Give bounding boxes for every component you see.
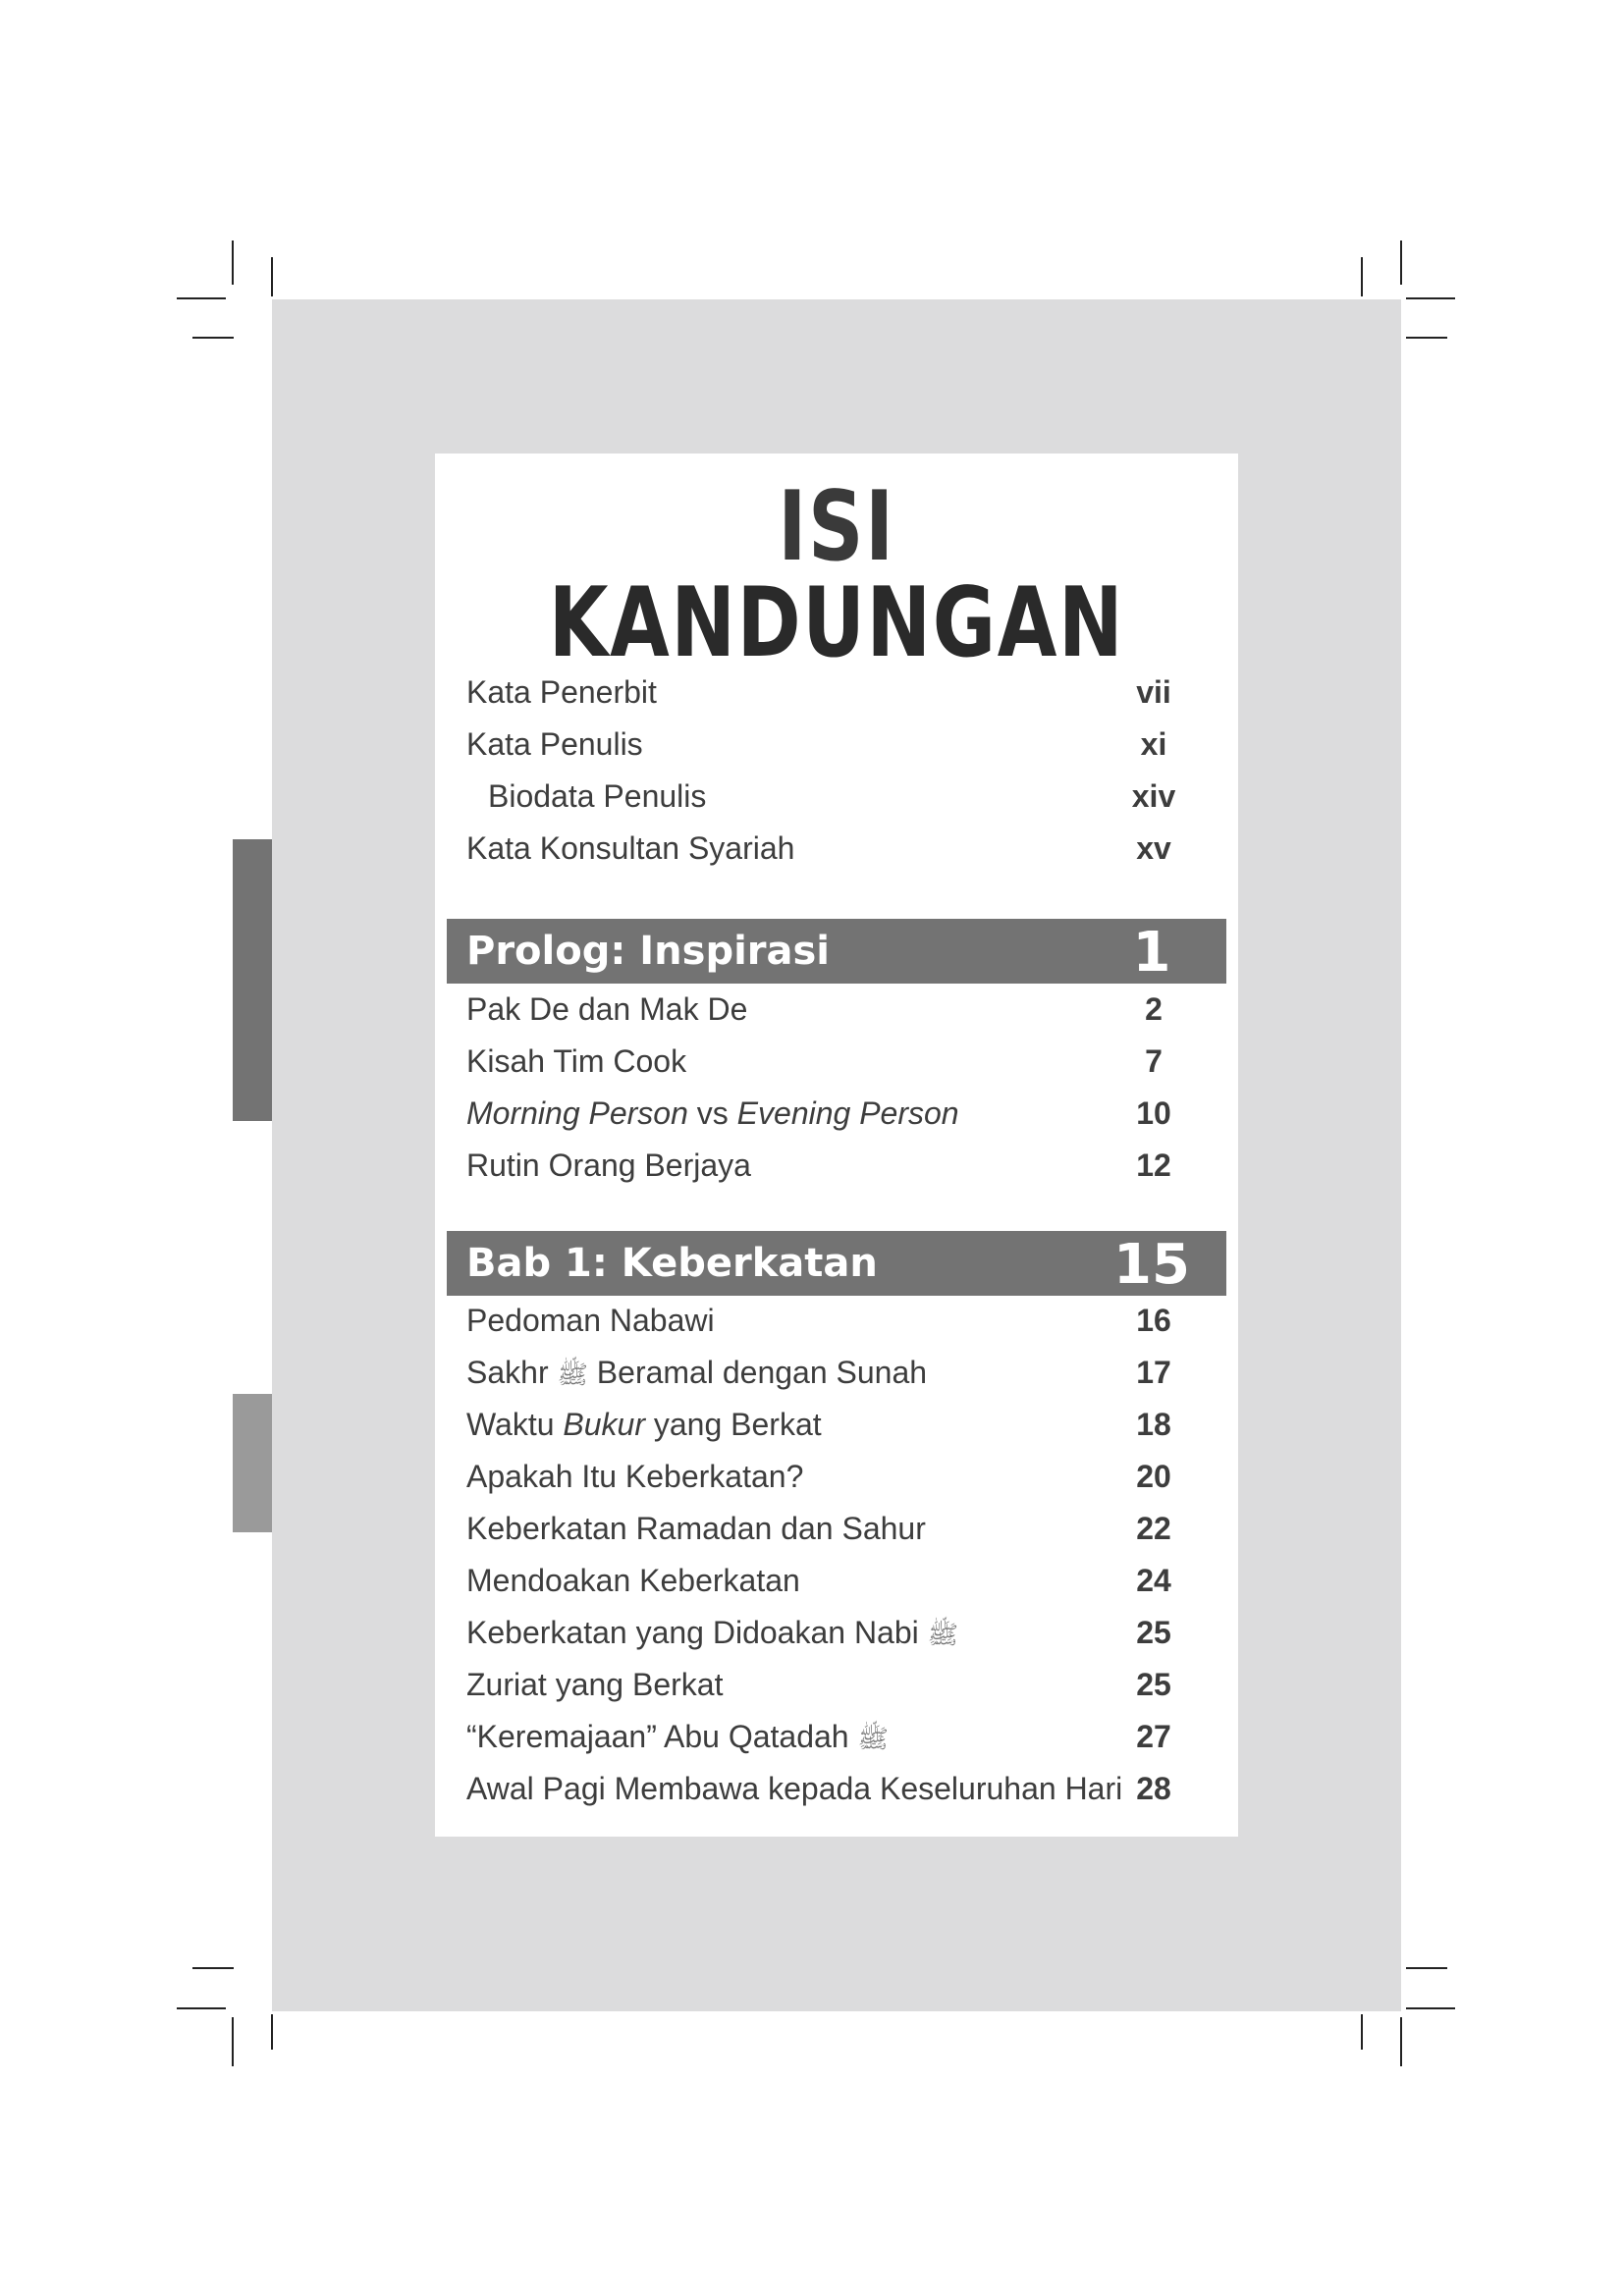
entry-page: 25 xyxy=(1136,1615,1171,1650)
toc-entry[interactable] xyxy=(466,667,1193,719)
section-page: 15 xyxy=(1113,1233,1190,1297)
crop-mark xyxy=(177,297,226,299)
entry-page: 22 xyxy=(1136,1511,1171,1546)
toc-entry[interactable] xyxy=(466,1295,1193,1347)
entry-label: Pedoman Nabawi xyxy=(466,1303,715,1338)
entry-label-italic: Morning Person xyxy=(466,1095,688,1131)
entry-page: 16 xyxy=(1136,1303,1171,1338)
entry-label: Zuriat yang Berkat xyxy=(466,1667,724,1702)
title-word: KANDUNGAN xyxy=(548,567,1125,679)
toc-entry[interactable] xyxy=(466,1503,1193,1555)
honorific-icon: ﷺ xyxy=(557,1361,588,1390)
entry-label-italic: Bukur xyxy=(563,1407,645,1442)
toc-entry[interactable] xyxy=(466,1451,1193,1503)
entry-label: Biodata Penulis xyxy=(488,778,707,814)
entry-label: Mendoakan Keberkatan xyxy=(466,1563,800,1598)
crop-mark xyxy=(1361,2014,1363,2050)
entry-label-text: Beramal dengan Sunah xyxy=(587,1355,928,1390)
crop-mark xyxy=(192,337,234,339)
crop-mark xyxy=(271,2014,273,2050)
entry-page: 7 xyxy=(1145,1043,1163,1079)
toc-entry[interactable] xyxy=(466,771,1193,823)
toc-entry[interactable] xyxy=(466,1347,1193,1399)
entry-label: Keberkatan Ramadan dan Sahur xyxy=(466,1511,926,1546)
entry-page: 25 xyxy=(1136,1667,1171,1702)
section-header[interactable] xyxy=(447,919,1226,984)
entry-page: 27 xyxy=(1136,1719,1171,1754)
crop-mark xyxy=(1400,240,1402,285)
section-title: Prolog: Inspirasi xyxy=(466,929,831,974)
toc-entry[interactable] xyxy=(466,1711,1193,1763)
toc-entry[interactable] xyxy=(466,1088,1193,1140)
thumb-tab xyxy=(233,839,272,1121)
honorific-icon: ﷺ xyxy=(927,1621,959,1650)
entry-label: Kata Konsultan Syariah xyxy=(466,830,795,866)
entry-label-text: vs xyxy=(687,1095,737,1131)
entry-label-text: yang Berkat xyxy=(644,1407,822,1442)
entry-label-text: Sakhr xyxy=(466,1355,558,1390)
crop-mark xyxy=(1406,2007,1455,2009)
entry-label xyxy=(466,1399,822,1451)
entry-page: 28 xyxy=(1136,1771,1171,1806)
section-header[interactable] xyxy=(447,1231,1226,1296)
entry-page: 12 xyxy=(1136,1148,1171,1183)
crop-mark xyxy=(177,2007,226,2009)
crop-mark xyxy=(232,240,234,285)
entry-label-text: “Keremajaan” Abu Qatadah xyxy=(466,1719,858,1754)
entry-label: Apakah Itu Keberkatan? xyxy=(466,1459,804,1494)
crop-mark xyxy=(232,2017,234,2066)
crop-mark xyxy=(1406,297,1455,299)
crop-mark xyxy=(1400,2017,1402,2066)
entry-label: Kata Penerbit xyxy=(466,674,657,710)
entry-page: 17 xyxy=(1136,1355,1171,1390)
entry-label xyxy=(466,1711,889,1766)
toc-entry[interactable] xyxy=(466,1659,1193,1711)
title-word: ISI xyxy=(778,471,895,583)
honorific-icon: ﷺ xyxy=(857,1725,889,1754)
toc-entry[interactable] xyxy=(466,1036,1193,1088)
entry-label xyxy=(466,1607,958,1662)
entry-label: Rutin Orang Berjaya xyxy=(466,1148,751,1183)
entry-page: xv xyxy=(1136,830,1171,866)
entry-label: Kisah Tim Cook xyxy=(466,1043,687,1079)
entry-label: Pak De dan Mak De xyxy=(466,991,748,1027)
section-title: Bab 1: Keberkatan xyxy=(466,1241,878,1286)
entry-page: 10 xyxy=(1136,1095,1171,1131)
toc-entry[interactable] xyxy=(466,1763,1193,1815)
toc-entry[interactable] xyxy=(466,823,1193,875)
thumb-tab xyxy=(233,1394,272,1532)
entry-label-text: Waktu xyxy=(466,1407,564,1442)
entry-label: Awal Pagi Membawa kepada Keseluruhan Hari xyxy=(466,1771,1123,1806)
section-page: 1 xyxy=(1132,921,1171,985)
toc-entry[interactable] xyxy=(466,719,1193,771)
crop-mark xyxy=(192,1967,234,1969)
crop-mark xyxy=(271,257,273,296)
toc-entry[interactable] xyxy=(466,1140,1193,1192)
crop-mark xyxy=(1406,337,1447,339)
toc-entry[interactable] xyxy=(466,984,1193,1036)
page-title xyxy=(515,471,1158,679)
entry-page: 24 xyxy=(1136,1563,1171,1598)
entry-page: xi xyxy=(1140,726,1167,762)
entry-page: 2 xyxy=(1145,991,1163,1027)
entry-page: vii xyxy=(1136,674,1171,710)
entry-label xyxy=(466,1088,959,1140)
toc-entry[interactable] xyxy=(466,1555,1193,1607)
entry-page: xiv xyxy=(1131,778,1176,814)
entry-page: 18 xyxy=(1136,1407,1171,1442)
entry-label: Kata Penulis xyxy=(466,726,643,762)
toc-entry[interactable] xyxy=(466,1607,1193,1659)
crop-mark xyxy=(1406,1967,1447,1969)
entry-label-italic: Evening Person xyxy=(736,1095,959,1131)
entry-label xyxy=(466,1347,927,1402)
toc-panel xyxy=(435,454,1238,1837)
toc-entry[interactable] xyxy=(466,1399,1193,1451)
entry-page: 20 xyxy=(1136,1459,1171,1494)
entry-label-text: Keberkatan yang Didoakan Nabi xyxy=(466,1615,928,1650)
crop-mark xyxy=(1361,257,1363,296)
